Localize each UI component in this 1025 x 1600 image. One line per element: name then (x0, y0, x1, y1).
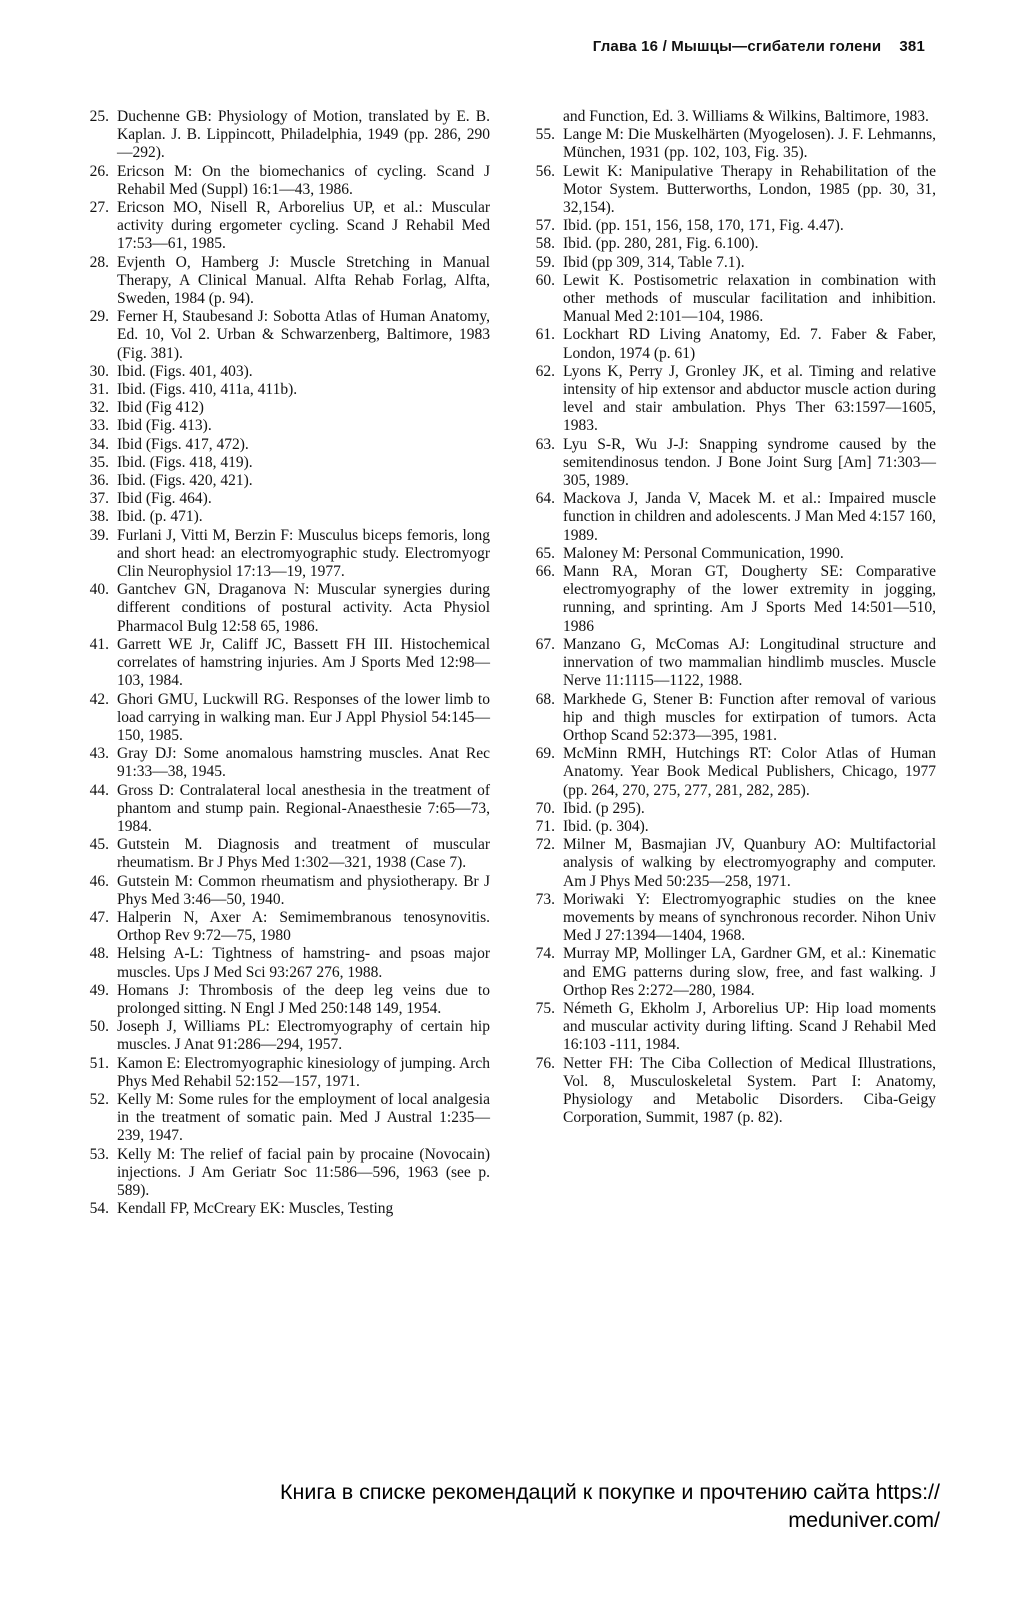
reference-number: 57. (535, 217, 555, 235)
reference-entry (78, 836, 490, 872)
reference-number: 67. (535, 635, 555, 653)
reference-text: Manzano G, McComas AJ: Longitudinal structure and innervation of two mammalian hindlimb muscles. Muscle Nerve 11:1115—1122, 1988. (563, 635, 936, 690)
reference-text: Ibid (pp 309, 314, Table 7.1). (563, 253, 745, 271)
reference-number: 60. (535, 271, 555, 289)
reference-entry (78, 199, 490, 254)
reference-number: 25. (89, 108, 109, 125)
reference-text: Németh G, Ekholm J, Arborelius UP: Hip load moments and muscular activity during lifting. Scand J Rehabil Med 16:103 -111, 1984. (563, 999, 936, 1054)
reference-entry (524, 108, 936, 126)
reference-number: 70. (535, 799, 555, 817)
reference-entry (78, 636, 490, 691)
reference-text: Ibid. (pp. 280, 281, Fig. 6.100). (563, 235, 759, 253)
reference-entry (524, 563, 936, 636)
reference-number: 75. (535, 999, 555, 1017)
reference-number: 69. (535, 745, 555, 763)
reference-number: 61. (535, 326, 555, 344)
reference-text: Mackova J, Janda V, Macek M. et al.: Impaired muscle function in children and adolescents. J Man Med 4:157 160, 1989. (563, 490, 936, 544)
reference-text: Ibid (Figs. 417, 472). (117, 435, 249, 453)
reference-text: Duchenne GB: Physiology of Motion, translated by E. B. Kaplan. J. B. Lippincott, Philadelphia, 1949 (pp. 286, 290—292). (117, 108, 490, 162)
reference-number (524, 108, 563, 126)
reference-entry (78, 490, 490, 508)
reference-number: 28. (89, 253, 109, 271)
reference-text: Milner M, Basmajian JV, Quanbury AO: Multifactorial analysis of walking by electromyography and computer. Am J Phys Med 50:235—258, 1971. (563, 836, 936, 890)
reference-entry (78, 1018, 490, 1054)
reference-entry (524, 691, 936, 746)
reference-text: Mann RA, Moran GT, Dougherty SE: Comparative electromyography of the lower extremity in jogging, running, and sprinting. Am J Sports Med 14:501—510, 1986 (563, 563, 936, 635)
reference-number: 46. (89, 872, 109, 890)
reference-entry (524, 800, 936, 818)
reference-number: 62. (535, 362, 555, 380)
reference-text: Ibid. (Figs. 418, 419). (117, 453, 253, 471)
reference-text: Kamon E: Electromyographic kinesiology of jumping. Arch Phys Med Rehabil 52:152—157, 1971. (117, 1054, 490, 1090)
reference-number: 56. (535, 162, 555, 180)
reference-number: 51. (89, 1054, 109, 1072)
reference-entry (524, 326, 936, 362)
reference-text: Lewit K: Manipulative Therapy in Rehabilitation of the Motor System. Butterworths, London, 1985 (pp. 30, 31, 32,154). (563, 162, 936, 217)
reference-text: Lyons K, Perry J, Gronley JK, et al. Timing and relative intensity of hip extensor and abductor muscle action during level and stair ambulation. Phys Ther 63:1597—1605, 1983. (563, 362, 936, 435)
reference-text: Ibid. (Figs. 420, 421). (117, 472, 253, 490)
reference-text: Ibid (Fig. 413). (117, 417, 212, 435)
reference-entry (78, 1146, 490, 1201)
reference-number: 42. (89, 690, 109, 708)
reference-number: 71. (535, 817, 555, 835)
reference-text: Ibid. (p. 304). (563, 817, 649, 835)
reference-text: Ibid (Fig 412) (117, 399, 204, 417)
reference-entry (78, 982, 490, 1018)
page-number: 381 (899, 38, 925, 55)
reference-text: Homans J: Thrombosis of the deep leg veins due to prolonged sitting. N Engl J Med 250:148 149, 1954. (117, 981, 490, 1017)
reference-entry (78, 527, 490, 582)
reference-entry (78, 363, 490, 381)
reference-text: Ibid. (p 295). (563, 799, 645, 817)
reference-number: 34. (89, 435, 109, 453)
reference-entry (524, 1000, 936, 1055)
reference-number: 74. (535, 945, 555, 963)
reference-number: 32. (89, 399, 109, 417)
reference-entry (78, 909, 490, 945)
reference-text: and Function, Ed. 3. Williams & Wilkins, Baltimore, 1983. (563, 108, 929, 125)
reference-entry (78, 381, 490, 399)
reference-text: Ericson M: On the biomechanics of cycling. Scand J Rehabil Med (Suppl) 16:1—43, 1986. (117, 162, 490, 198)
reference-number: 54. (89, 1200, 109, 1218)
reference-entry (524, 636, 936, 691)
reference-number: 63. (535, 435, 555, 453)
reference-entry (78, 399, 490, 417)
references-left-column (78, 108, 490, 1218)
reference-number: 37. (89, 490, 109, 508)
reference-number: 35. (89, 453, 109, 471)
reference-number: 43. (89, 745, 109, 763)
reference-number: 45. (89, 836, 109, 854)
reference-text: Lange M: Die Muskelhärten (Myogelosen). J. F. Lehmanns, München, 1931 (pp. 102, 103, Fig. 35). (563, 126, 936, 162)
reference-entry (78, 782, 490, 837)
reference-text: Ghori GMU, Luckwill RG. Responses of the lower limb to load carrying in walking man. Eur J Appl Physiol 54:145—150, 1985. (117, 690, 490, 744)
reference-text: Murray MP, Mollinger LA, Gardner GM, et al.: Kinematic and EMG patterns during slow, free, and fast walking. J Orthop Res 2:272—280, 1984. (563, 945, 936, 999)
reference-text: McMinn RMH, Hutchings RT: Color Atlas of Human Anatomy. Year Book Medical Publishers, Chicago, 1977 (pp. 264, 270, 275, 277, 281, 282, 285). (563, 745, 936, 799)
reference-number: 33. (89, 417, 109, 435)
reference-text: Gross D: Contralateral local anesthesia in the treatment of phantom and stump pain. Regional-Anaesthesie 7:65—73, 1984. (117, 781, 490, 835)
reference-text: Ibid. (Figs. 401, 403). (117, 362, 253, 380)
reference-text: Furlani J, Vitti M, Berzin F: Musculus biceps femoris, long and short head: an electromyographic study. Electromyogr Clin Neurophysiol 17:13—19, 1977. (117, 526, 490, 581)
reference-text: Ibid. (p. 471). (117, 508, 203, 526)
reference-text: Kelly M: Some rules for the employment of local analgesia in the treatment of somatic pain. Med J Austral 1:235—239, 1947. (117, 1090, 490, 1145)
reference-number: 27. (89, 199, 109, 217)
reference-entry (524, 836, 936, 891)
reference-text: Helsing A-L: Tightness of hamstring- and psoas major muscles. Ups J Med Sci 93:267 276, 1988. (117, 945, 490, 981)
reference-entry (524, 545, 936, 563)
reference-number: 76. (535, 1054, 555, 1072)
reference-number: 59. (535, 253, 555, 271)
reference-entry (524, 436, 936, 491)
reference-text: Gray DJ: Some anomalous hamstring muscles. Anat Rec 91:33—38, 1945. (117, 745, 490, 781)
reference-number: 30. (89, 362, 109, 380)
reference-entry (78, 108, 490, 163)
reference-number: 68. (535, 690, 555, 708)
reference-text: Ibid. (pp. 151, 156, 158, 170, 171, Fig. 4.47). (563, 217, 844, 235)
reference-text: Lockhart RD Living Anatomy, Ed. 7. Faber & Faber, London, 1974 (p. 61) (563, 326, 936, 362)
reference-number: 31. (89, 381, 109, 399)
reference-entry (524, 945, 936, 1000)
reference-entry (78, 581, 490, 636)
reference-entry (78, 417, 490, 435)
reference-entry (524, 490, 936, 545)
reference-number: 66. (535, 563, 555, 581)
reference-number: 41. (89, 635, 109, 653)
reference-number: 50. (89, 1018, 109, 1036)
reference-entry (524, 363, 936, 436)
reference-number: 55. (535, 126, 555, 144)
reference-number: 47. (89, 908, 109, 926)
reference-text: Gutstein M. Diagnosis and treatment of muscular rheumatism. Br J Phys Med 1:302—321, 1938 (Case 7). (117, 836, 490, 872)
reference-entry (524, 272, 936, 327)
reference-number: 65. (535, 544, 555, 562)
reference-entry (78, 454, 490, 472)
reference-entry (524, 235, 936, 253)
reference-entry (524, 818, 936, 836)
reference-number: 64. (535, 490, 555, 508)
reference-number: 29. (89, 308, 109, 326)
references-right-column (524, 108, 936, 1127)
reference-text: Lewit K. Postisometric relaxation in combination with other methods of muscular facilitation and inhibition. Manual Med 2:101—104, 1986. (563, 271, 936, 326)
reference-number: 73. (535, 890, 555, 908)
reference-number: 58. (535, 235, 555, 253)
reference-entry (78, 1200, 490, 1218)
reference-number: 53. (89, 1145, 109, 1163)
reference-entry (78, 308, 490, 363)
reference-entry (78, 472, 490, 490)
reference-number: 38. (89, 508, 109, 526)
reference-entry (78, 1091, 490, 1146)
footer-line-1: Книга в списке рекомендаций к покупке и прочтению сайта https:// (280, 1480, 940, 1504)
reference-text: Ericson MO, Nisell R, Arborelius UP, et al.: Muscular activity during ergometer cycling. Scand J Rehabil Med 17:53—61, 1985. (117, 199, 490, 253)
reference-text: Evjenth O, Hamberg J: Muscle Stretching in Manual Therapy, A Clinical Manual. Alfta Rehab Forlag, Alfta, Sweden, 1984 (p. 94). (117, 253, 490, 308)
reference-entry (524, 163, 936, 218)
reference-number: 26. (89, 162, 109, 180)
reference-text: Garrett WE Jr, Califf JC, Bassett FH III. Histochemical correlates of hamstring injuries. Am J Sports Med 12:98—103, 1984. (117, 635, 490, 690)
reference-number: 39. (89, 526, 109, 544)
reference-number: 44. (89, 781, 109, 799)
reference-text: Gantchev GN, Draganova N: Muscular synergies during different conditions of postural activity. Acta Physiol Pharmacol Bulg 12:58 65, 1986. (117, 581, 490, 635)
chapter-title: Глава 16 / Мышцы—сгибатели голени (592, 38, 882, 55)
reference-number: 48. (89, 945, 109, 963)
reference-text: Gutstein M: Common rheumatism and physiotherapy. Br J Phys Med 3:46—50, 1940. (117, 872, 490, 908)
reference-text: Maloney M: Personal Communication, 1990. (563, 544, 844, 562)
reference-entry (78, 945, 490, 981)
footer-line-2: meduniver.com/ (788, 1508, 940, 1532)
reference-text: Ibid (Fig. 464). (117, 490, 212, 508)
reference-entry (78, 254, 490, 309)
reference-text: Halperin N, Axer A: Semimembranous tenosynovitis. Orthop Rev 9:72—75, 1980 (117, 908, 490, 945)
reference-entry (78, 873, 490, 909)
reference-text: Markhede G, Stener B: Function after removal of various hip and thigh muscles for extirpation of tumors. Acta Orthop Scand 52:373—395, 1981. (563, 690, 936, 744)
reference-number: 52. (89, 1090, 109, 1108)
reference-text: Lyu S-R, Wu J-J: Snapping syndrome caused by the semitendinosus tendon. J Bone Joint Surg [Am] 71:303—305, 1989. (563, 435, 936, 490)
reference-entry (78, 1055, 490, 1091)
reference-number: 49. (89, 981, 109, 999)
reference-entry (524, 254, 936, 272)
reference-text: Ibid. (Figs. 410, 411a, 411b). (117, 381, 298, 399)
reference-number: 72. (535, 836, 555, 854)
reference-entry (524, 126, 936, 162)
reference-entry (524, 1055, 936, 1128)
reference-entry (78, 691, 490, 746)
reference-number: 40. (89, 581, 109, 599)
reference-entry (78, 745, 490, 781)
reference-entry (524, 745, 936, 800)
reference-text: Moriwaki Y: Electromyographic studies on the knee movements by means of synchronous recorder. Nihon Univ Med J 27:1394—1404, 1968. (563, 890, 936, 945)
reference-text: Ferner H, Staubesand J: Sobotta Atlas of Human Anatomy, Ed. 10, Vol 2. Urban & Schwarzenberg, Baltimore, 1983 (Fig. 381). (117, 308, 490, 362)
reference-text: Netter FH: The Ciba Collection of Medical Illustrations, Vol. 8, Musculoskeletal System. Part I: Anatomy, Physiology and Metabolic Disorders. Ciba-Geigy Corporation, Summit, 1987 (p. 82). (563, 1054, 936, 1127)
reference-entry (78, 436, 490, 454)
reference-entry (78, 508, 490, 526)
reference-text: Kelly M: The relief of facial pain by procaine (Novocain) injections. J Am Geriatr Soc 11:586—596, 1963 (see p. 589). (117, 1145, 490, 1199)
reference-entry (524, 217, 936, 235)
reference-number: 36. (89, 472, 109, 490)
reference-text: Kendall FP, McCreary EK: Muscles, Testing (117, 1200, 394, 1218)
site-footer-note (150, 1478, 940, 1534)
reference-entry (78, 163, 490, 199)
page-header (593, 38, 925, 55)
reference-text: Joseph J, Williams PL: Electromyography of certain hip muscles. J Anat 91:286—294, 1957. (117, 1018, 490, 1054)
reference-entry (524, 891, 936, 946)
